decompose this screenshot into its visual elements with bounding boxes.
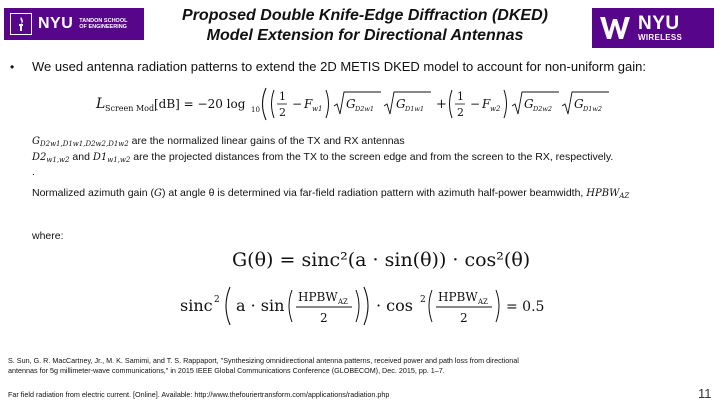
nyu-wireless-logo <box>592 8 714 48</box>
eq1-F2: F <box>482 97 491 111</box>
eq1-G-a: G <box>346 97 356 111</box>
svg-text:2: 2 <box>214 295 220 305</box>
eq3-cos: · cos <box>376 296 413 315</box>
eq3-a-sin: a · sin <box>236 296 285 315</box>
eq1-G-d: G <box>574 97 584 111</box>
svg-text:−: − <box>470 97 481 111</box>
svg-text:+: + <box>436 97 447 112</box>
slide-header <box>0 0 720 54</box>
variable-definitions <box>32 135 712 179</box>
eq1-F1: F <box>304 97 313 111</box>
distance-definition: $D2_{w1,w2}$ and $D1_{w1,w2}$ are the projected distances from the TX to the screen edge and from the screen to the RX, respectively. <box>32 150 614 164</box>
nyu-wordmark-right: NYU <box>638 12 680 34</box>
eq1-F1-sub: w1 <box>312 105 323 113</box>
eq1-G-c-sub: D2w2 <box>533 105 553 113</box>
svg-text:−: − <box>292 97 303 111</box>
wireless-w-icon <box>598 14 632 42</box>
eq1-logbase: 10 <box>251 106 260 114</box>
dked-equation <box>96 86 616 122</box>
intro-text: We used antenna radiation patterns to extend the 2D METIS DKED model to account for non-uniform gain: <box>32 59 646 74</box>
eq1-unit: [dB] = −20 log <box>154 97 246 111</box>
eq3-sinc: sinc <box>180 296 213 315</box>
eq3-num-sub-2: AZ <box>478 298 488 306</box>
where-label: where: <box>32 230 64 242</box>
eq1-half-num-2: 1 <box>457 90 464 103</box>
eq1-G-b-sub: D1w1 <box>405 105 425 113</box>
svg-text:2: 2 <box>420 295 426 305</box>
eq3-rhs: = 0.5 <box>506 299 545 315</box>
torch-icon <box>10 13 32 35</box>
eq1-half-num-1: 1 <box>279 90 286 103</box>
school-name: TANDON SCHOOL OF ENGINEERING <box>79 17 128 30</box>
gain-equation <box>232 244 552 276</box>
eq3-den-1: 2 <box>320 311 328 325</box>
reference-1: S. Sun, G. R. MacCartney, Jr., M. K. Samimi, and T. S. Rappaport, "Synthesizing omnidirectional antenna patterns, received power and path loss from directional antennas for 5g millimeter-wave communications," in 2015 IEEE Global Communications Conference (GLOBECOM), Dec. 2015, pp. 1–7. <box>8 356 519 375</box>
eq1-G-a-sub: D2w1 <box>355 105 375 113</box>
eq1-half-den-1: 2 <box>279 106 286 119</box>
eq1-L: L <box>96 96 106 112</box>
wireless-label: WIRELESS <box>638 32 683 42</box>
eq3-den-2: 2 <box>460 311 468 325</box>
normalized-gain-text: Normalized azimuth gain (G) at angle θ is determined via far-field radiation pattern with azimuth half-power beamwidth, $HPBW_{AZ}$ <box>32 187 630 200</box>
eq3-num-sub-1: AZ <box>338 298 348 306</box>
eq1-G-d-sub: D1w2 <box>583 105 603 113</box>
slide-title: Proposed Double Knife-Edge Diffraction (DKED) Model Extension for Directional Antennas <box>182 7 548 44</box>
eq1-G-c: G <box>524 97 534 111</box>
eq3-num-2: HPBW <box>438 290 478 304</box>
eq1-half-den-2: 2 <box>457 106 464 119</box>
reference-2: Far field radiation from electric current. [Online]. Available: http://www.thefouriertransform.com/applications/radiation.php <box>8 390 390 399</box>
eq1-F2-sub: w2 <box>490 105 501 113</box>
eq1-L-sub: Screen Mod. <box>105 104 157 113</box>
eq1-G-b: G <box>396 97 406 111</box>
gain-definition: $G_{D2w1,D1w1,D2w2,D1w2}$ are the normalized linear gains of the TX and RX antennas <box>32 135 405 148</box>
eq3-num-1: HPBW <box>298 290 338 304</box>
bullet-marker: • <box>10 60 15 74</box>
dot-line: . <box>32 166 35 178</box>
page-number: 11 <box>698 386 712 401</box>
eq2-text: G(θ) = sinc²(a · sin(θ)) · cos²(θ) <box>232 249 531 271</box>
nyu-tandon-logo <box>4 8 144 40</box>
hpbw-equation <box>180 284 545 328</box>
nyu-wordmark-left: NYU <box>38 15 74 32</box>
